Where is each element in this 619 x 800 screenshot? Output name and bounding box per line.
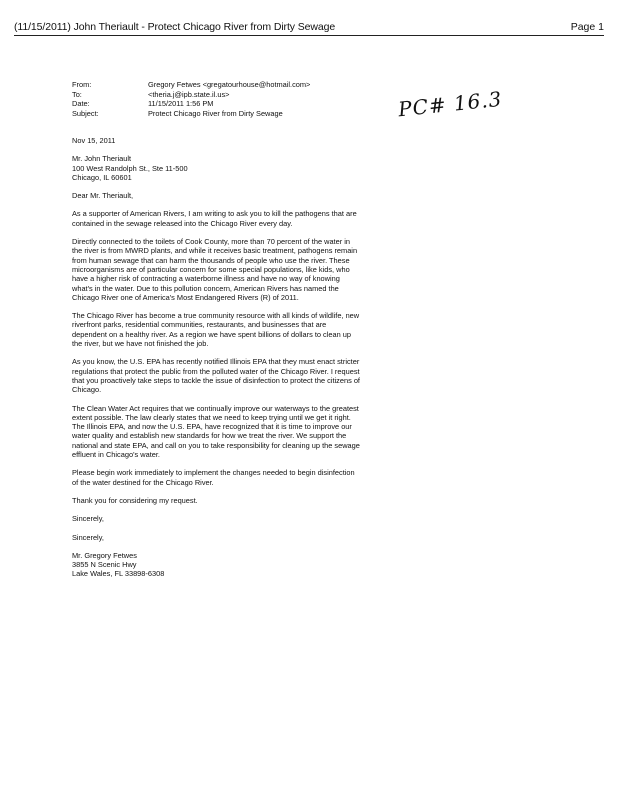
email-header-block: [72, 80, 310, 118]
paragraph: Please begin work immediately to implement the changes needed to begin disinfection of the water destined for the Chicago River.: [72, 468, 355, 487]
letter-date: Nov 15, 2011: [72, 136, 116, 145]
salutation: Dear Mr. Theriault,: [72, 191, 134, 201]
address-line: Chicago, IL 60601: [72, 172, 132, 182]
paragraph: The Chicago River has become a true community resource with all kinds of wildlife, new riverfront parks, residential communities, restaurants, and businesses that are dependent on a healthy river. As a region we have spent billions of dollars to clean up the river, but we have not finished the job.: [72, 311, 360, 349]
date-label: Date:: [72, 99, 90, 108]
email-subject-row: [72, 109, 310, 119]
date-value: 11/15/2011 1:56 PM: [148, 99, 214, 108]
paragraph: As you know, the U.S. EPA has recently notified Illinois EPA that they must enact stricter regulations that protect the public from the polluted water of the Chicago River. I request that you proactively take steps to tackle the issue of disinfection to protect the citizens of Chicago.: [72, 357, 360, 395]
header-title: (11/15/2011) John Theriault - Protect Chicago River from Dirty Sewage: [14, 21, 336, 33]
address-line: 100 West Randolph St., Ste 11-500: [72, 163, 188, 173]
recipient-address: [72, 154, 362, 182]
paragraph: Directly connected to the toilets of Cook County, more than 70 percent of the water in the river is from MWRD plants, and while it receives basic treatment, pathogens remain from human sewage that can harm the thousands of people who use the river. These microorganisms are of particular concern for some special populations, like kids, who have a higher risk of contracting a waterborne illness and have no way of knowing what's in the water. Due to this pollution concern, American Rivers has named the Chicago River one of America's Most Endangered Rivers (R) of 2011.: [72, 237, 358, 302]
closing: Sincerely,: [72, 532, 104, 542]
subject-value: Protect Chicago River from Dirty Sewage: [148, 108, 283, 118]
signature-line: 3855 N Scenic Hwy: [72, 560, 137, 570]
paragraph: The Clean Water Act requires that we continually improve our waterways to the greatest extent possible. The law clearly states that we need to keep trying until we get it right. The Illinois EPA, and now the U.S. EPA, have recognized that it is time to improve our water quality and establish new standards for how we treat the river. We support the national and state EPA, and call on you to take responsibility for cleaning up the sewage effluent in Chicago's water.: [72, 403, 360, 460]
paragraph: As a supporter of American Rivers, I am writing to ask you to kill the pathogens that are contained in the sewage released into the Chicago River every day.: [72, 209, 357, 228]
to-value: <theria.j@ipb.state.il.us>: [148, 89, 230, 99]
to-label: To:: [72, 89, 82, 99]
print-header: [14, 21, 604, 35]
email-date-row: [72, 99, 310, 109]
header-page-number: Page 1: [570, 21, 604, 33]
letter-body: [72, 136, 362, 588]
from-label: From:: [72, 80, 92, 89]
handwritten-annotation: PC# 16.3: [397, 86, 504, 122]
email-from-row: [72, 80, 310, 90]
signature-line: Mr. Gregory Fetwes: [72, 550, 137, 560]
from-value: Gregory Fetwes <gregatourhouse@hotmail.com>: [148, 80, 311, 89]
subject-label: Subject:: [72, 108, 99, 118]
signature-line: Lake Wales, FL 33898-6308: [72, 569, 165, 579]
closing: Sincerely,: [72, 514, 104, 524]
signature-block: [72, 551, 362, 579]
header-rule: [14, 35, 604, 36]
email-to-row: [72, 90, 310, 100]
paragraph: Thank you for considering my request.: [72, 495, 198, 505]
address-line: Mr. John Theriault: [72, 154, 132, 164]
